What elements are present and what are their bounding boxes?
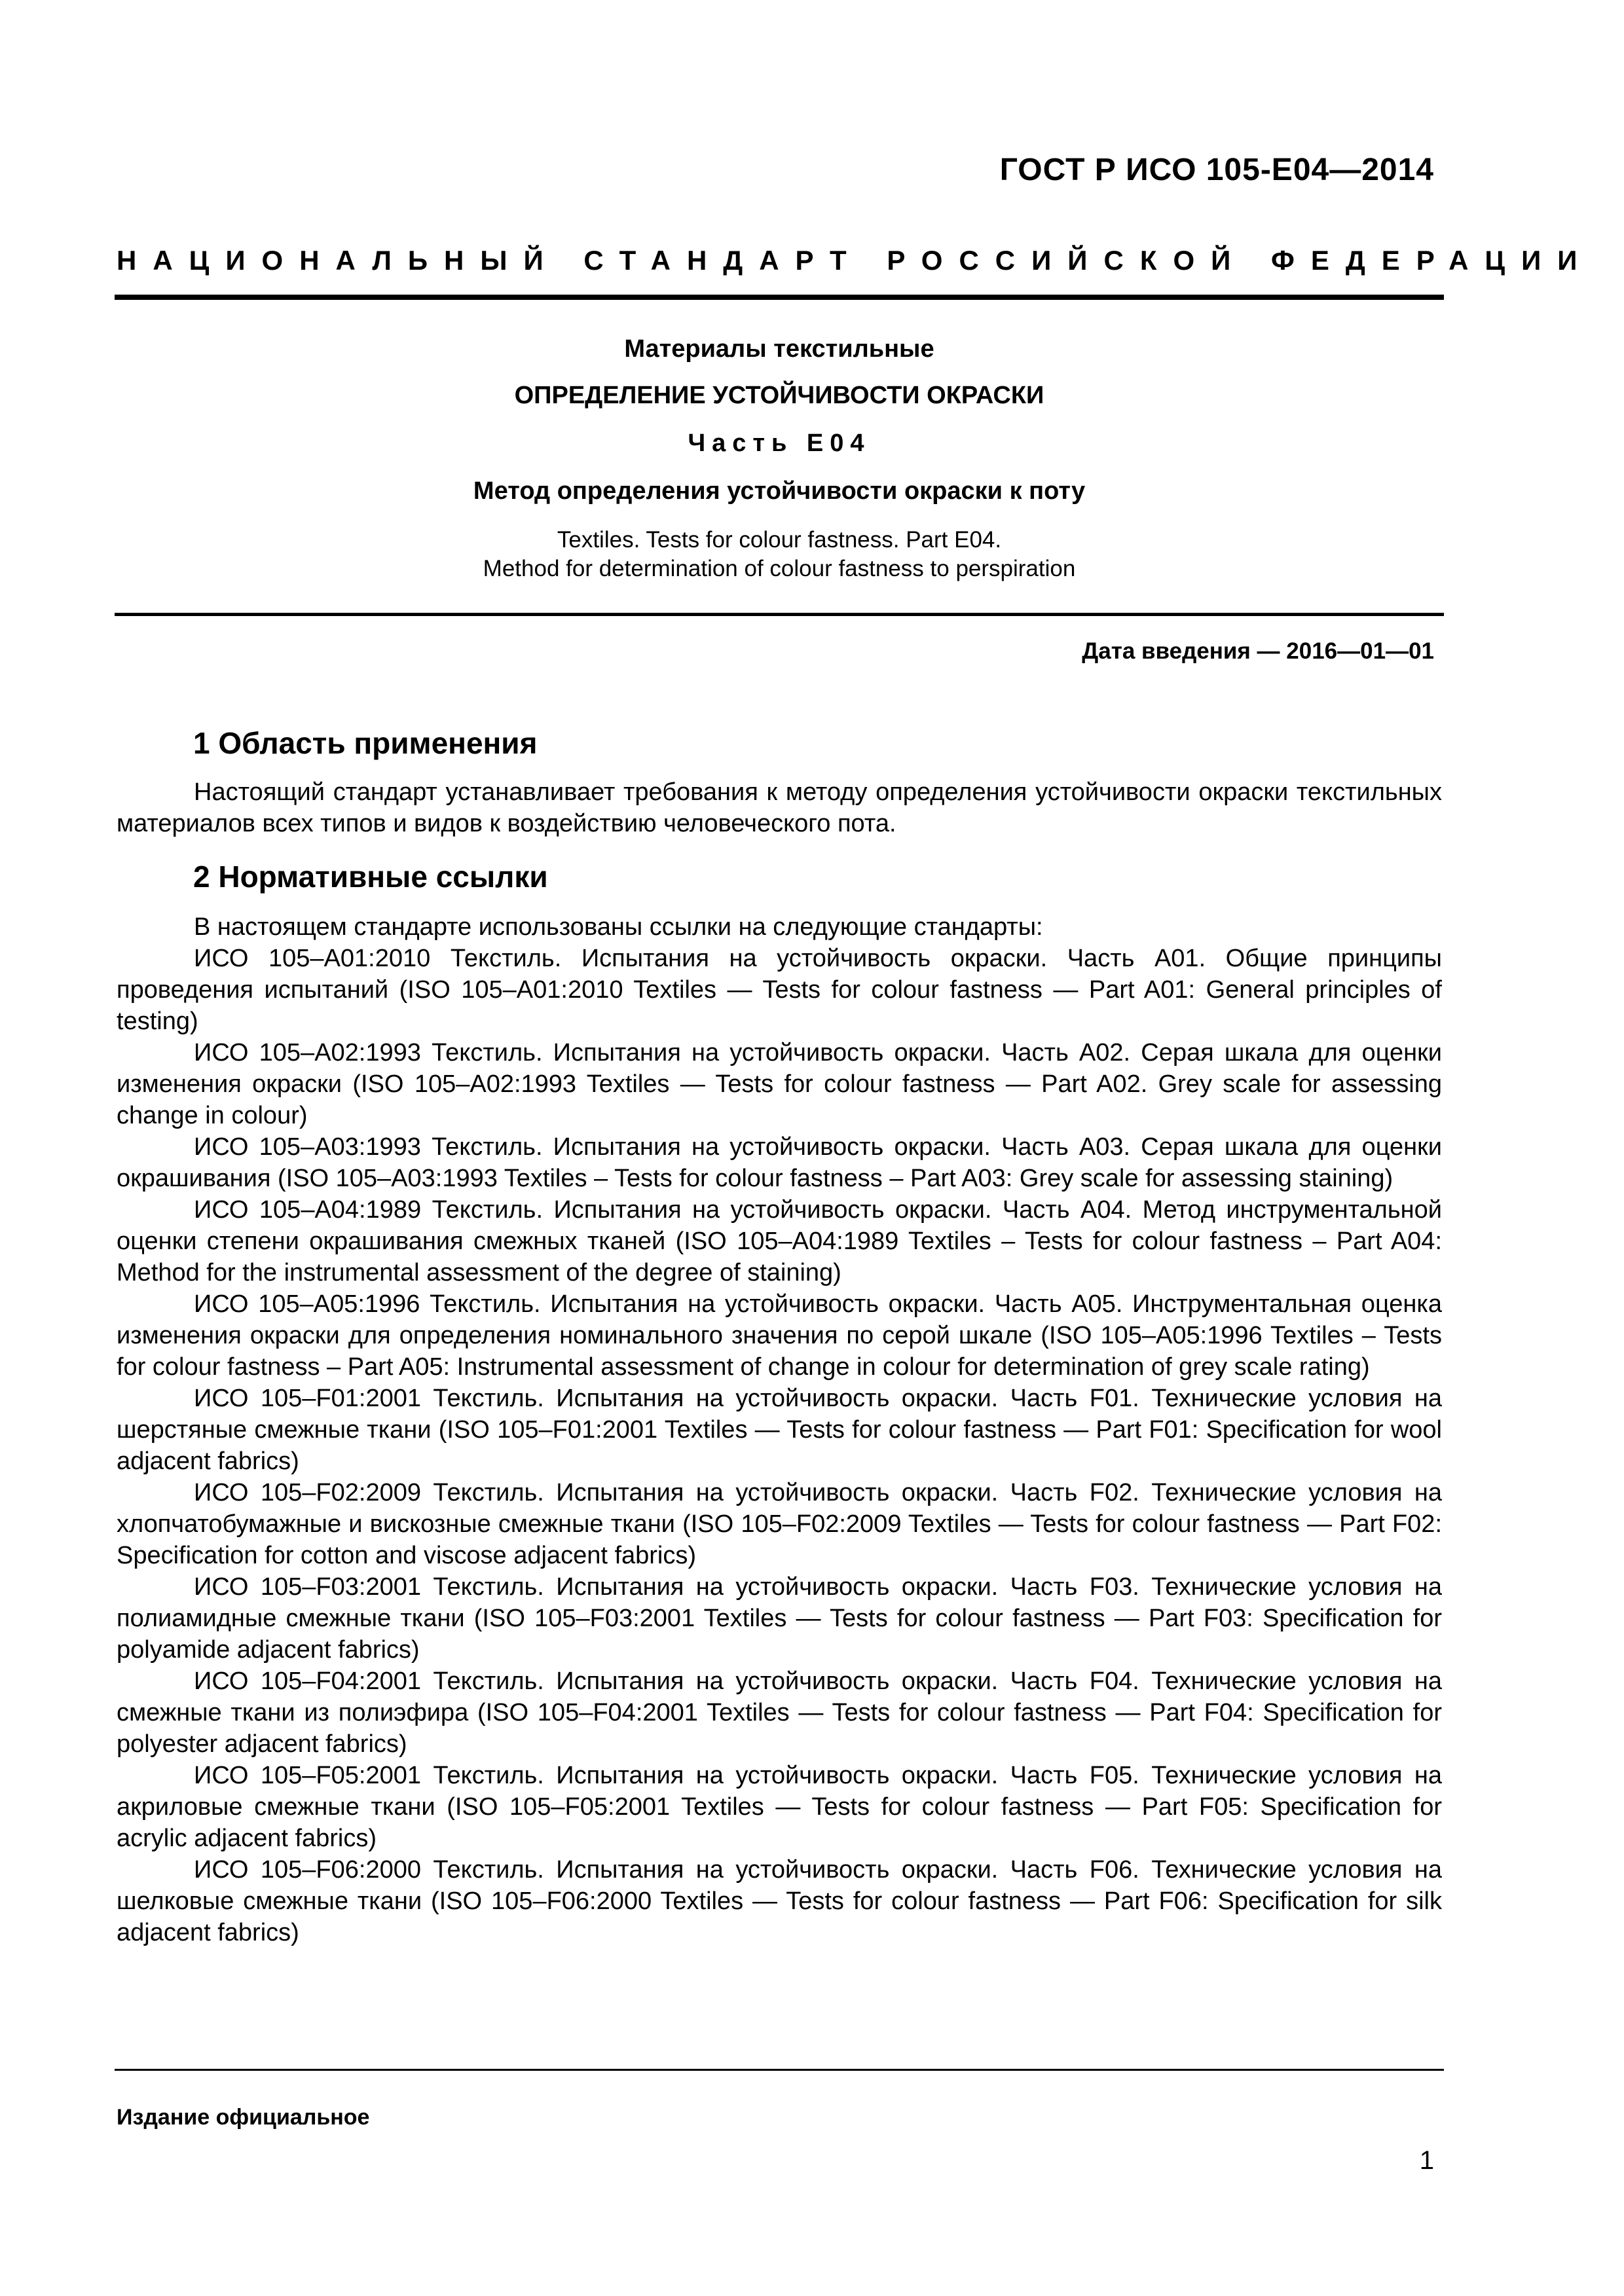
- standard-code: ГОСТ Р ИСО 105-Е04—2014: [999, 153, 1434, 187]
- reference-item: ИСО 105–F05:2001 Текстиль. Испытания на устойчивость окраски. Часть F05. Технические условия на акриловые смежные ткани (ISO 105–F05:2001 Textiles — Tests for colour fastness — Part F05: Specification for acrylic adjacent fabrics): [117, 1762, 1442, 1852]
- reference-item: ИСО 105–A04:1989 Текстиль. Испытания на устойчивость окраски. Часть A04. Метод инструментальной оценки степени окрашивания смежных тканей (ISO 105–A04:1989 Textiles – Tests for colour fastness – Part A04: Method for the instrumental assessment of the degree of staining): [117, 1196, 1442, 1286]
- reference-item: ИСО 105–F01:2001 Текстиль. Испытания на устойчивость окраски. Часть F01. Технические условия на шерстяные смежные ткани (ISO 105–F01:2001 Textiles — Tests for colour fastness — Part F01: Specification for wool adjacent fabrics): [117, 1385, 1442, 1475]
- section-2-heading: 2 Нормативные ссылки: [193, 860, 548, 894]
- reference-item: ИСО 105–A01:2010 Текстиль. Испытания на устойчивость окраски. Часть A01. Общие принципы проведения испытаний (ISO 105–A01:2010 Textiles — Tests for colour fastness — Part A01: General principles of testing): [117, 945, 1442, 1035]
- national-standard-banner: НАЦИОНАЛЬНЫЙ СТАНДАРТ РОССИЙСКОЙ ФЕДЕРАЦИИ: [117, 245, 1594, 276]
- reference-item: ИСО 105–F04:2001 Текстиль. Испытания на устойчивость окраски. Часть F04. Технические условия на смежные ткани из полиэфира (ISO 105–F04:2001 Textiles — Tests for colour fastness — Part F04: Specification for polyester adjacent fabrics): [117, 1667, 1442, 1758]
- introduction-date: Дата введения — 2016—01—01: [1082, 638, 1434, 664]
- reference-item: ИСО 105–A05:1996 Текстиль. Испытания на устойчивость окраски. Часть A05. Инструментальная оценка изменения окраски для определения номинального значения по серой шкале (ISO 105–A05:1996 Textiles – Tests for colour fastness – Part A05: Instrumental assessment of change in colour for determination of grey scale rating): [117, 1290, 1442, 1381]
- title-part: Часть Е04: [688, 429, 871, 457]
- english-title-1: Textiles. Tests for colour fastness. Part E04.: [557, 527, 1002, 553]
- reference-item: ИСО 105–F06:2000 Текстиль. Испытания на устойчивость окраски. Часть F06. Технические условия на шелковые смежные ткани (ISO 105–F06:2000 Textiles — Tests for colour fastness — Part F06: Specification for silk adjacent fabrics): [117, 1856, 1442, 1946]
- section-1-heading: 1 Область применения: [193, 726, 538, 760]
- reference-item: ИСО 105–F02:2009 Текстиль. Испытания на устойчивость окраски. Часть F02. Технические условия на хлопчатобумажные и вискозные смежные ткани (ISO 105–F02:2009 Textiles — Tests for colour fastness — Part F02: Specification for cotton and viscose adjacent fabrics): [117, 1479, 1442, 1569]
- title-line-2: ОПРЕДЕЛЕНИЕ УСТОЙЧИВОСТИ ОКРАСКИ: [514, 382, 1044, 409]
- page-number: 1: [1419, 2146, 1434, 2175]
- section-1-text: Настоящий стандарт устанавливает требования к методу определения устойчивости окраски текстильных материалов всех типов и видов к воздействию человеческого пота.: [117, 778, 1442, 837]
- title-line-1: Материалы текстильные: [624, 335, 934, 363]
- footer-rule: [115, 2069, 1444, 2071]
- section-1-body: [117, 776, 1442, 839]
- header-rule: [115, 295, 1444, 300]
- title-rule: [115, 613, 1444, 616]
- title-method: Метод определения устойчивости окраски к поту: [473, 477, 1086, 505]
- reference-item: ИСО 105–F03:2001 Текстиль. Испытания на устойчивость окраски. Часть F03. Технические условия на полиамидные смежные ткани (ISO 105–F03:2001 Textiles — Tests for colour fastness — Part F03: Specification for polyamide adjacent fabrics): [117, 1573, 1442, 1664]
- section-2-intro: В настоящем стандарте использованы ссылки на следующие стандарты:: [194, 913, 1043, 941]
- reference-item: ИСО 105–A02:1993 Текстиль. Испытания на устойчивость окраски. Часть A02. Серая шкала для оценки изменения окраски (ISO 105–A02:1993 Textiles — Tests for colour fastness — Part A02. Grey scale for assessing change in colour): [117, 1039, 1442, 1129]
- english-title-2: Method for determination of colour fastness to perspiration: [483, 556, 1076, 581]
- official-edition-label: Издание официальное: [117, 2105, 370, 2130]
- section-2-body: [117, 911, 1442, 1948]
- reference-item: ИСО 105–A03:1993 Текстиль. Испытания на устойчивость окраски. Часть A03. Серая шкала для оценки окрашивания (ISO 105–A03:1993 Textiles – Tests for colour fastness – Part A03: Grey scale for assessing staining): [117, 1133, 1442, 1192]
